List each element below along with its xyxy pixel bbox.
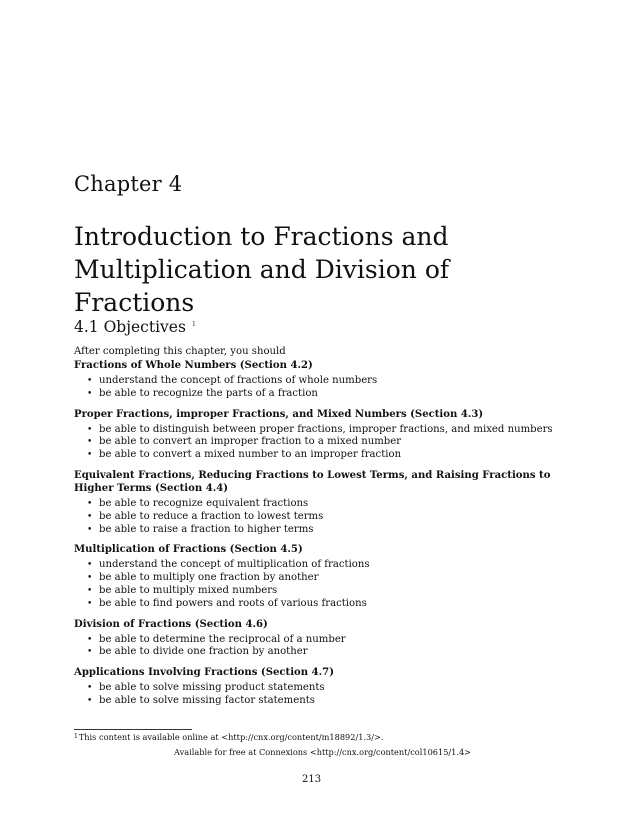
bullet-icon: • <box>87 695 93 706</box>
objective-item <box>87 511 564 524</box>
objective-group <box>74 618 564 660</box>
objective-item <box>87 436 564 449</box>
bullet-icon: • <box>87 376 93 386</box>
bullet-icon: • <box>87 647 93 658</box>
bullet-icon: • <box>87 634 93 645</box>
section-heading <box>74 318 196 336</box>
bullet-icon: • <box>87 598 93 609</box>
objective-text: be able to find powers and roots of various fractions <box>99 597 367 609</box>
bullet-icon: • <box>87 424 93 435</box>
chapter-label: Chapter 4 <box>74 172 183 196</box>
group-heading: Division of Fractions (Section 4.6) <box>74 618 268 630</box>
group-heading: Multiplication of Fractions (Section 4.5) <box>74 544 303 556</box>
objective-groups <box>74 359 564 708</box>
group-heading: Equivalent Fractions, Reducing Fractions to Lowest Terms, and Raising Fractions to Higher Terms (Section 4.4) <box>74 469 551 494</box>
objective-item <box>87 449 564 462</box>
objective-text: be able to determine the reciprocal of a number <box>99 633 346 645</box>
objective-list <box>74 559 564 610</box>
footnote <box>74 732 383 743</box>
objective-item <box>87 388 564 401</box>
objective-item <box>87 559 564 572</box>
objective-text: be able to distinguish between proper fractions, improper fractions, and mixed numbers <box>99 423 553 435</box>
objective-item <box>87 498 564 511</box>
objective-text: be able to convert a mixed number to an improper fraction <box>99 449 402 461</box>
objective-list <box>74 424 564 462</box>
objective-list <box>74 498 564 536</box>
objective-item <box>87 634 564 647</box>
objective-text: be able to recognize equivalent fractions <box>99 497 309 509</box>
bullet-icon: • <box>87 524 93 535</box>
bullet-icon: • <box>87 511 93 522</box>
bullet-icon: • <box>87 437 93 448</box>
footnote-text[interactable]: This content is available online at <http://cnx.org/content/m18892/1.3/>. <box>78 732 384 742</box>
objective-text: be able to recognize the parts of a fraction <box>99 387 318 399</box>
page-number: 213 <box>302 774 322 785</box>
group-heading: Applications Involving Fractions (Section 4.7) <box>74 667 334 679</box>
objective-item <box>87 375 564 388</box>
footnote-number: 1 <box>74 733 78 740</box>
chapter-title: Introduction to Fractions and Multiplication and Division of Fractions <box>74 222 450 317</box>
bullet-icon: • <box>87 450 93 461</box>
objective-group <box>74 359 564 401</box>
objective-item <box>87 598 564 611</box>
group-heading: Fractions of Whole Numbers (Section 4.2) <box>74 360 313 371</box>
footnote-rule <box>74 729 192 730</box>
objective-list <box>74 682 564 708</box>
objective-item <box>87 682 564 695</box>
objective-text: be able to solve missing factor statements <box>99 694 315 706</box>
objective-group <box>74 666 564 708</box>
bullet-icon: • <box>87 498 93 509</box>
objective-list <box>74 634 564 660</box>
objective-text: understand the concept of fractions of whole numbers <box>99 375 378 386</box>
objective-text: be able to solve missing product statements <box>99 682 325 694</box>
bullet-icon: • <box>87 388 93 399</box>
objective-text: be able to reduce a fraction to lowest terms <box>99 510 324 522</box>
objective-group <box>74 469 564 536</box>
group-heading: Proper Fractions, improper Fractions, and Mixed Numbers (Section 4.3) <box>74 408 484 420</box>
bullet-icon: • <box>87 683 93 694</box>
intro-text: After completing this chapter, you should <box>74 346 286 357</box>
objective-text: be able to divide one fraction by another <box>99 646 308 658</box>
objective-text: be able to convert an improper fraction to a mixed number <box>99 436 402 448</box>
objective-item <box>87 424 564 437</box>
bullet-icon: • <box>87 585 93 596</box>
bullet-icon: • <box>87 560 93 571</box>
objective-text: be able to multiply mixed numbers <box>99 584 278 596</box>
section-heading-text: 4.1 Objectives <box>74 318 186 336</box>
footnote-marker[interactable]: 1 <box>191 321 196 328</box>
availability-line[interactable]: Available for free at Connexions <http://cnx.org/content/col10615/1.4> <box>174 747 472 757</box>
objective-item <box>87 646 564 659</box>
objective-text: understand the concept of multiplication of fractions <box>99 559 370 571</box>
objective-text: be able to raise a fraction to higher terms <box>99 523 314 535</box>
objective-item <box>87 572 564 585</box>
objective-group <box>74 543 564 610</box>
objective-text: be able to multiply one fraction by another <box>99 572 319 584</box>
objectives-body <box>74 345 564 715</box>
objective-list <box>74 375 564 401</box>
bullet-icon: • <box>87 573 93 584</box>
objective-item <box>87 524 564 537</box>
objective-group <box>74 408 564 462</box>
objective-item <box>87 585 564 598</box>
objective-item <box>87 695 564 708</box>
